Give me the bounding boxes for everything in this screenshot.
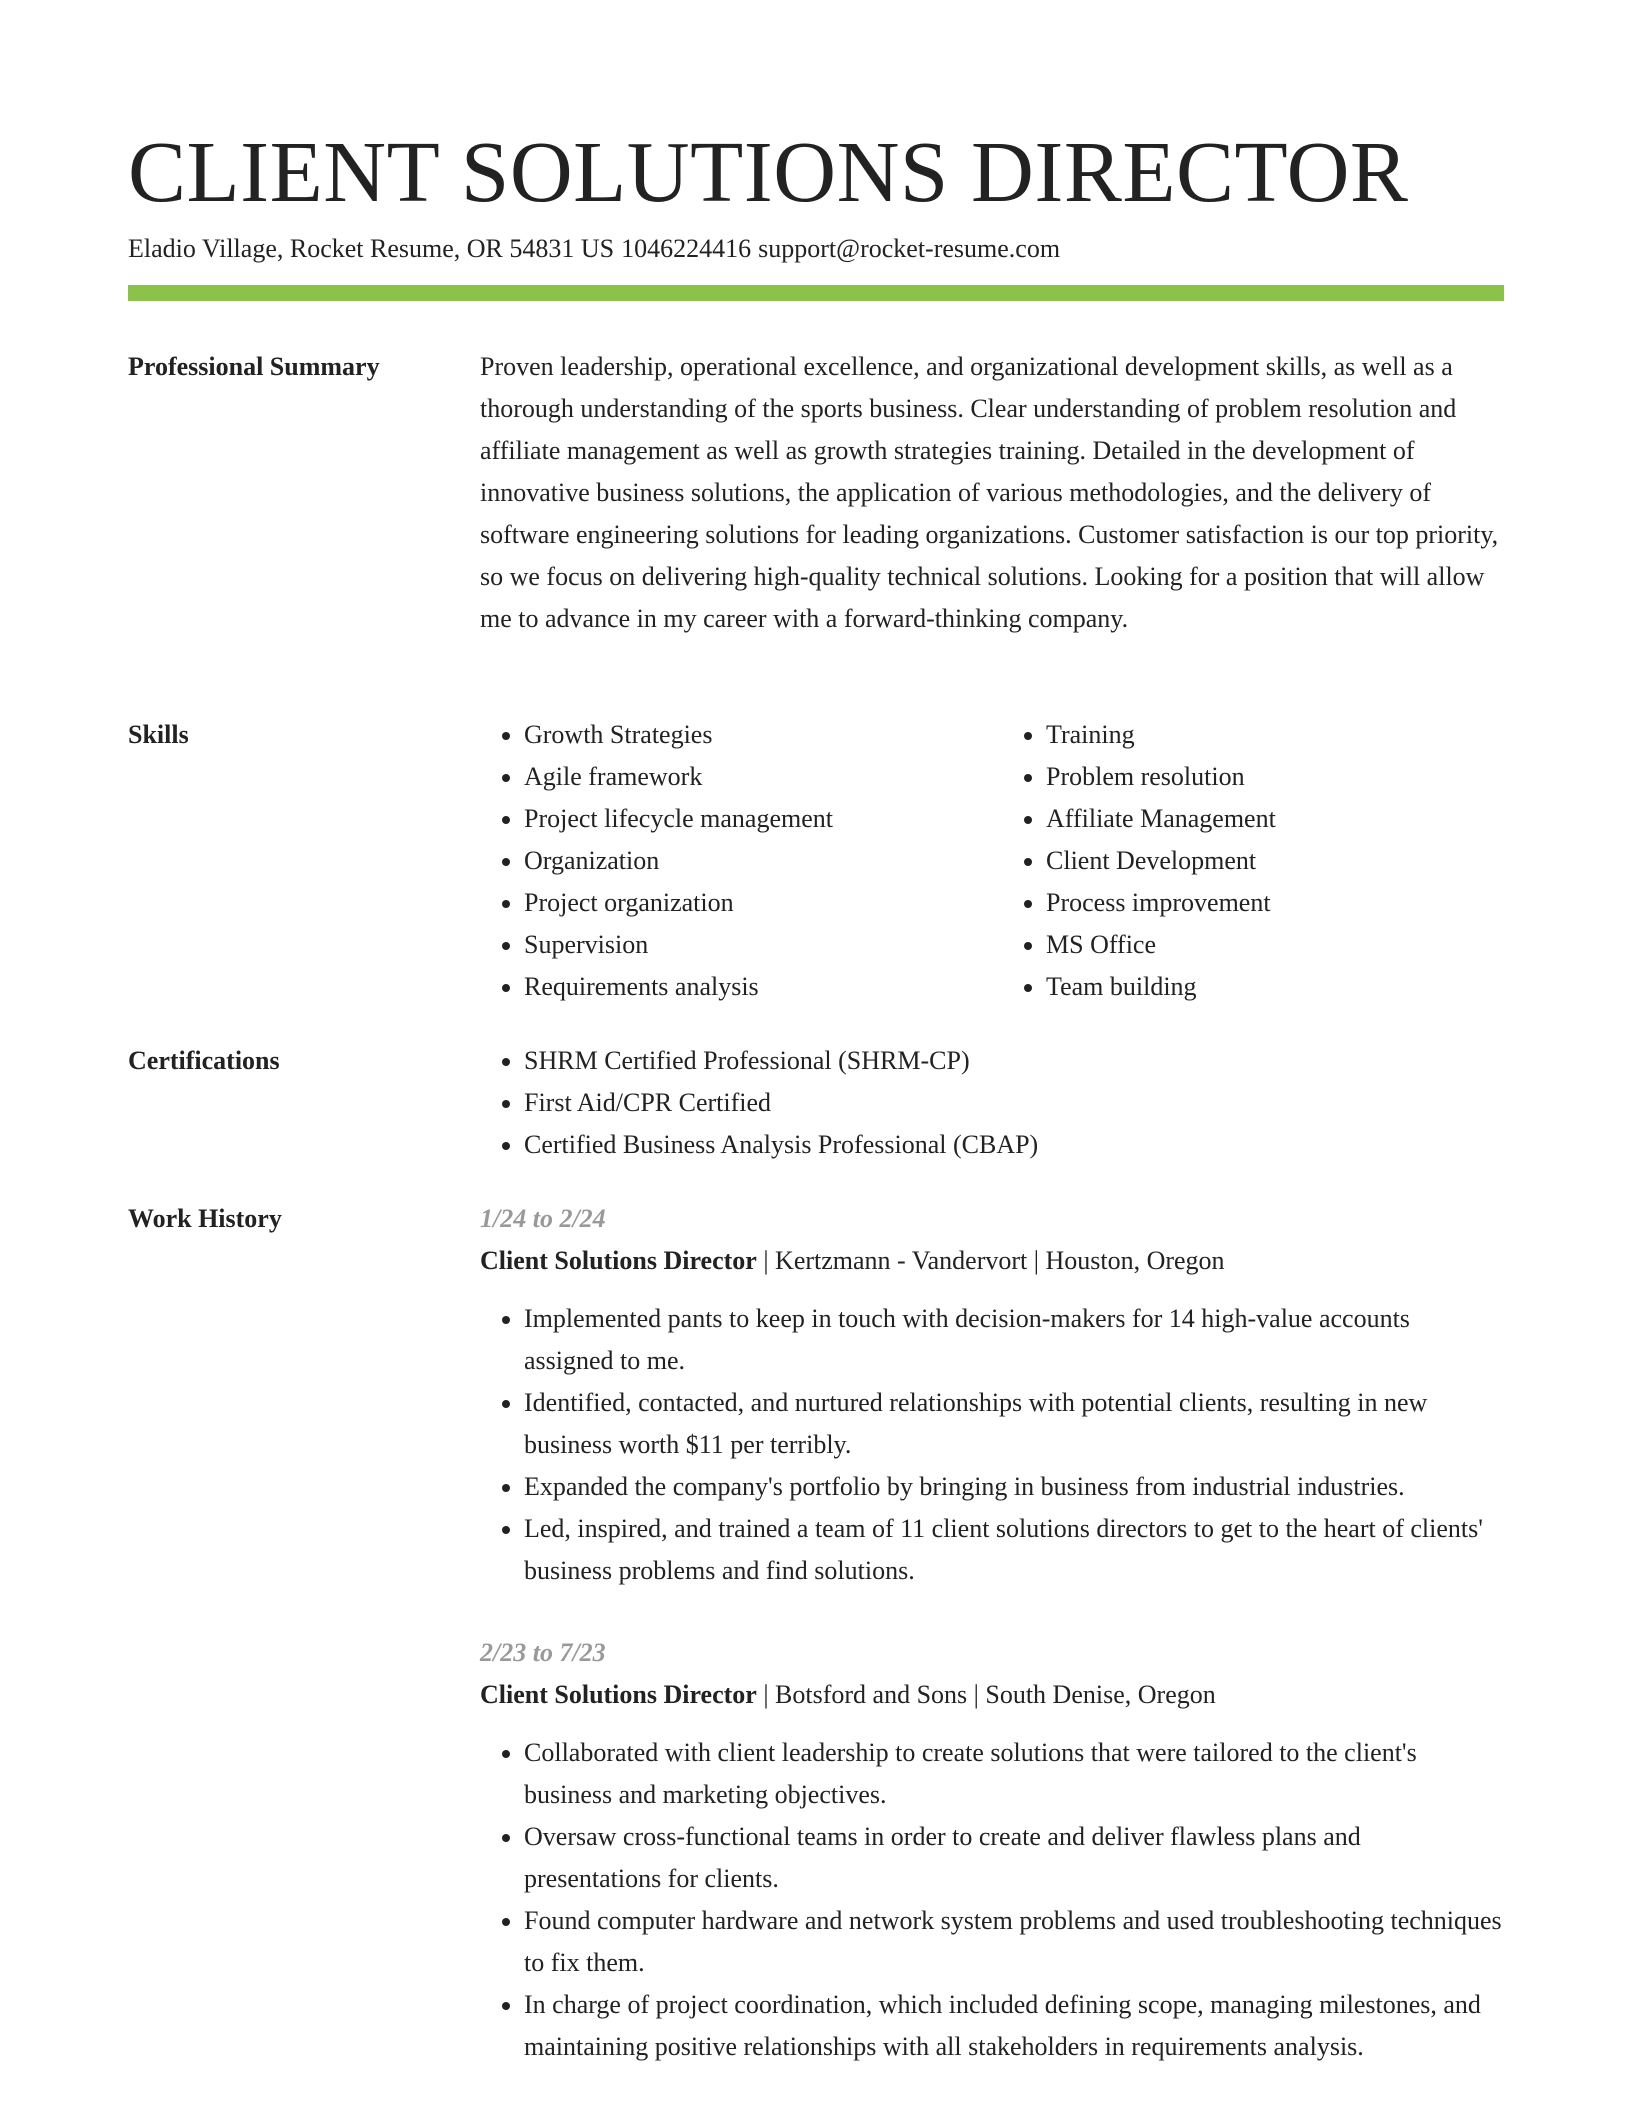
- skills-columns: [480, 714, 1504, 1008]
- section-label-certifications: Certifications: [128, 1046, 280, 1075]
- job-bullet: • Found computer hardware and network system problems and used troubleshooting techniques to fix them.: [524, 1900, 1504, 1984]
- contact-line: [128, 232, 1060, 266]
- skills-list-right: [1002, 714, 1504, 1008]
- job-employer-location: | Kertzmann - Vandervort | Houston, Oregon: [756, 1246, 1225, 1275]
- job-title-line: [480, 1674, 1504, 1716]
- contact-address: Eladio Village, Rocket Resume, OR 54831 US: [128, 234, 615, 263]
- job-entry: [480, 1198, 1504, 1592]
- skill-item: • Problem resolution: [1046, 756, 1504, 798]
- job-dates: 1/24 to 2/24: [480, 1204, 606, 1233]
- job-bullet: • Identified, contacted, and nurtured relationships with potential clients, resulting in new business worth $11 per terribly.: [524, 1382, 1504, 1466]
- job-bullet: • Led, inspired, and trained a team of 11 client solutions directors to get to the heart of clients' business problems and find solutions.: [524, 1508, 1504, 1592]
- skill-item: • Client Development: [1046, 840, 1504, 882]
- job-entry: [480, 1632, 1504, 2068]
- certifications-body: [480, 1040, 1504, 1166]
- skill-item: • Project organization: [524, 882, 982, 924]
- skill-item: • Agile framework: [524, 756, 982, 798]
- skill-item: • Requirements analysis: [524, 966, 982, 1008]
- skill-item: • Growth Strategies: [524, 714, 982, 756]
- certification-item: • SHRM Certified Professional (SHRM-CP): [524, 1040, 1504, 1082]
- job-bullet-list: [480, 1732, 1504, 2068]
- job-dates: 2/23 to 7/23: [480, 1638, 606, 1667]
- certification-item: • First Aid/CPR Certified: [524, 1082, 1504, 1124]
- job-title-line: [480, 1240, 1504, 1282]
- contact-email: support@rocket-resume.com: [758, 234, 1061, 263]
- skill-item: • Affiliate Management: [1046, 798, 1504, 840]
- skill-item: • Project lifecycle management: [524, 798, 982, 840]
- contact-phone: 1046224416: [621, 234, 752, 263]
- skill-item: • Organization: [524, 840, 982, 882]
- job-employer-location: | Botsford and Sons | South Denise, Oregon: [756, 1680, 1216, 1709]
- skill-item: • MS Office: [1046, 924, 1504, 966]
- summary-body: [480, 346, 1504, 640]
- header-divider: [128, 285, 1504, 301]
- summary-text: Proven leadership, operational excellence, and organizational development skills, as well as a thorough understanding of the sports business. Clear understanding of problem resolution and affiliate management as well as growth strategies training. Detailed in the development of innovative business solutions, the application of various methodologies, and the delivery of software engineering solutions for leading organizations. Customer satisfaction is our top priority, so we focus on delivering high-quality technical solutions. Looking for a position that will allow me to advance in my career with a forward-thinking company.: [480, 352, 1499, 633]
- section-label-skills: Skills: [128, 720, 189, 749]
- job-bullet: • Implemented pants to keep in touch with decision-makers for 14 high-value accounts assigned to me.: [524, 1298, 1504, 1382]
- skill-item: • Team building: [1046, 966, 1504, 1008]
- skill-item: • Training: [1046, 714, 1504, 756]
- job-bullet: • In charge of project coordination, which included defining scope, managing milestones, and maintaining positive relationships with all stakeholders in requirements analysis.: [524, 1984, 1504, 2068]
- section-label-work-history: Work History: [128, 1204, 282, 1233]
- skill-item: • Supervision: [524, 924, 982, 966]
- work-history-body: [480, 1198, 1504, 2068]
- section-label-summary: Professional Summary: [128, 352, 380, 381]
- job-bullet: • Collaborated with client leadership to create solutions that were tailored to the client's business and marketing objectives.: [524, 1732, 1504, 1816]
- certifications-list: [480, 1040, 1504, 1166]
- job-title: Client Solutions Director: [480, 1680, 757, 1709]
- job-bullet: • Oversaw cross-functional teams in order to create and deliver flawless plans and presentations for clients.: [524, 1816, 1504, 1900]
- certification-item: • Certified Business Analysis Professional (CBAP): [524, 1124, 1504, 1166]
- job-bullet-list: [480, 1298, 1504, 1592]
- skills-list-left: [480, 714, 982, 1008]
- job-bullet: • Expanded the company's portfolio by bringing in business from industrial industries.: [524, 1466, 1504, 1508]
- skill-item: • Process improvement: [1046, 882, 1504, 924]
- job-title: Client Solutions Director: [480, 1246, 757, 1275]
- resume-title: CLIENT SOLUTIONS DIRECTOR: [128, 123, 1409, 220]
